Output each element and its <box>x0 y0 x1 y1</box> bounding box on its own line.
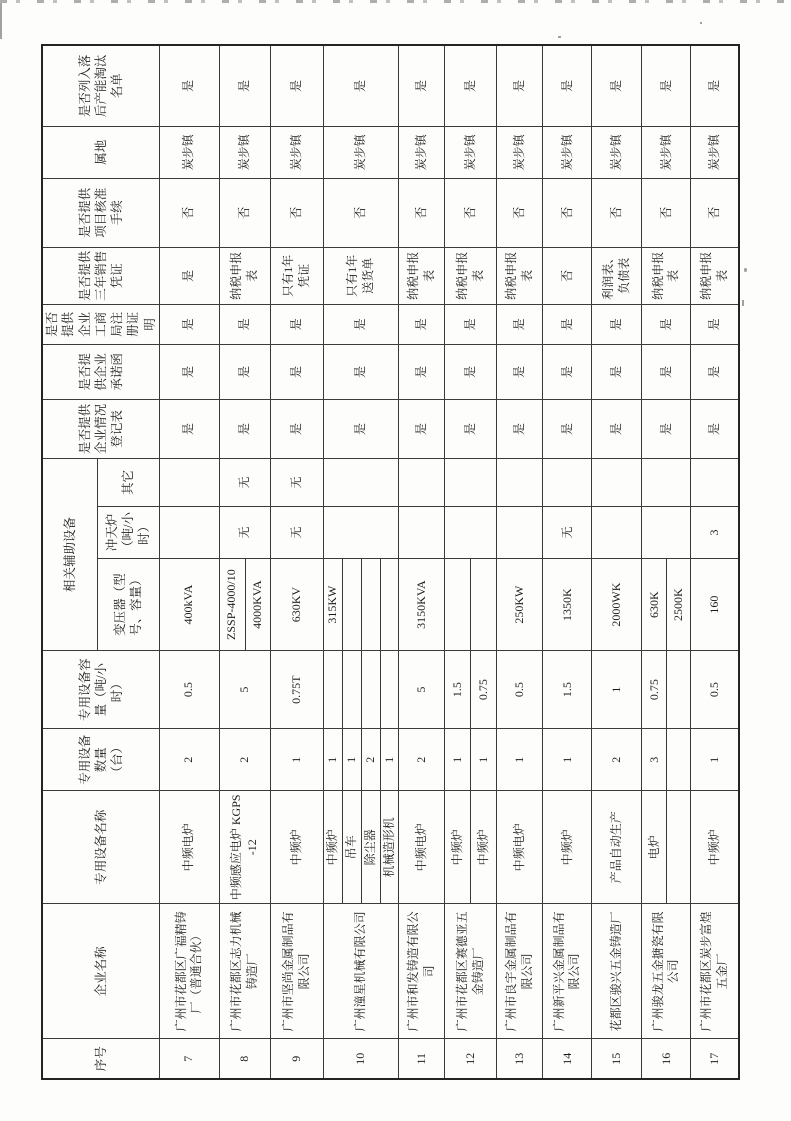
cell-device-name: 产品自动生产 <box>592 791 642 904</box>
cell-device-name: 中频电炉 <box>159 791 219 904</box>
cell-approval: 否 <box>543 178 592 247</box>
cell-elim: 是 <box>497 45 543 126</box>
cell-qty: 1 <box>270 729 323 791</box>
header-sales-proof: 是否提供三年销售凭证 <box>42 247 159 304</box>
cell-sales: 只有1年凭证 <box>270 247 323 304</box>
scan-artifact-speck <box>700 22 702 24</box>
cell-reg: 是 <box>592 399 642 458</box>
cell-cupola <box>399 507 445 559</box>
cell-reg: 是 <box>445 399 497 458</box>
cell-transformer: 2500K <box>667 559 691 651</box>
cell-qty: 2 <box>399 729 445 791</box>
cell-transformer <box>342 559 361 651</box>
cell-qty: 1 <box>691 729 739 791</box>
cell-qty: 1 <box>342 729 361 791</box>
table-row <box>399 45 445 1079</box>
cell-no: 15 <box>592 1039 642 1079</box>
cell-cupola <box>497 507 543 559</box>
cell-device-name: 中频炉 <box>691 791 739 904</box>
cell-device-name: 中频电炉 <box>399 791 445 904</box>
cell-cap: 0.75 <box>642 651 667 729</box>
cell-cupola <box>642 507 691 559</box>
cell-qty: 1 <box>471 729 497 791</box>
cell-town: 炭步镇 <box>399 126 445 178</box>
cell-other <box>642 458 691 506</box>
cell-qty: 2 <box>219 729 270 791</box>
cell-promise: 是 <box>691 344 739 399</box>
cell-company: 广州市良宇金属制品有限公司 <box>497 904 543 1039</box>
cell-sales: 利润表、负债表 <box>592 247 642 304</box>
cell-elim: 是 <box>323 45 399 126</box>
scan-artifact-dashes <box>0 0 791 3</box>
cell-no: 17 <box>691 1039 739 1079</box>
cell-device-name: 中频感应电炉 KGPS-12 <box>219 791 270 904</box>
scan-artifact-speck <box>742 300 744 306</box>
cell-reg: 是 <box>270 399 323 458</box>
cell-cap: 0.5 <box>159 651 219 729</box>
cell-license: 是 <box>543 304 592 344</box>
cell-town: 炭步镇 <box>592 126 642 178</box>
cell-qty: 1 <box>380 729 399 791</box>
cell-town: 炭步镇 <box>497 126 543 178</box>
cell-town: 炭步镇 <box>323 126 399 178</box>
header-promise-letter: 是否提供企业承诺函 <box>42 344 159 399</box>
cell-town: 炭步镇 <box>691 126 739 178</box>
header-aux-group: 相关辅助设备 <box>42 458 97 650</box>
cell-cupola <box>592 507 642 559</box>
cell-elim: 是 <box>592 45 642 126</box>
cell-other <box>592 458 642 506</box>
cell-qty: 1 <box>323 729 342 791</box>
cell-promise: 是 <box>323 344 399 399</box>
cell-town: 炭步镇 <box>445 126 497 178</box>
header-project-approval: 是否提供项目核准手续 <box>42 178 159 247</box>
cell-transformer: ZSSP-4000/10 <box>219 559 245 651</box>
cell-license: 是 <box>159 304 219 344</box>
cell-no: 16 <box>642 1039 691 1079</box>
cell-other: 无 <box>270 458 323 506</box>
cell-sales: 纳税申报表 <box>399 247 445 304</box>
cell-approval: 否 <box>497 178 543 247</box>
cell-qty: 2 <box>159 729 219 791</box>
cell-approval: 否 <box>270 178 323 247</box>
cell-device-name: 除尘器 <box>361 791 380 904</box>
enterprise-equipment-table <box>41 45 740 1080</box>
cell-license: 是 <box>399 304 445 344</box>
cell-promise: 是 <box>219 344 270 399</box>
cell-transformer: 400kVA <box>159 559 219 651</box>
cell-reg: 是 <box>219 399 270 458</box>
header-no: 序号 <box>42 1039 159 1079</box>
table-row <box>543 45 592 1079</box>
header-business-license: 是否提供企业工商局注册证明 <box>42 304 159 344</box>
cell-transformer: 315KW <box>323 559 342 651</box>
cell-no: 13 <box>497 1039 543 1079</box>
cell-elim: 是 <box>691 45 739 126</box>
cell-cupola <box>445 507 497 559</box>
cell-no: 10 <box>323 1039 399 1079</box>
cell-approval: 否 <box>219 178 270 247</box>
cell-cap: 0.5 <box>497 651 543 729</box>
table-row <box>445 45 471 1079</box>
cell-cupola: 无 <box>543 507 592 559</box>
cell-transformer <box>471 559 497 651</box>
cell-sales: 纳税申报表 <box>691 247 739 304</box>
header-cupola: 冲天炉（吨/小时） <box>97 507 159 559</box>
cell-cap: 1 <box>592 651 642 729</box>
table-row <box>270 45 323 1079</box>
cell-transformer <box>380 559 399 651</box>
cell-reg: 是 <box>497 399 543 458</box>
cell-license: 是 <box>691 304 739 344</box>
cell-sales: 只有1年送货单 <box>323 247 399 304</box>
cell-cap: 5 <box>219 651 270 729</box>
cell-transformer: 3150KVA <box>399 559 445 651</box>
cell-promise: 是 <box>543 344 592 399</box>
cell-qty: 1 <box>497 729 543 791</box>
cell-license: 是 <box>270 304 323 344</box>
cell-cap: 1.5 <box>543 651 592 729</box>
cell-cap: 0.75T <box>270 651 323 729</box>
cell-reg: 是 <box>642 399 691 458</box>
header-device-cap: 专用设备容量（吨/小时） <box>42 651 159 729</box>
cell-qty: 2 <box>361 729 380 791</box>
cell-town: 炭步镇 <box>270 126 323 178</box>
scan-artifact-speck <box>558 36 561 38</box>
cell-license: 是 <box>323 304 399 344</box>
cell-transformer: 160 <box>691 559 739 651</box>
cell-approval: 否 <box>323 178 399 247</box>
header-town: 属地 <box>42 126 159 178</box>
table-row <box>592 45 642 1079</box>
table-row <box>497 45 543 1079</box>
cell-no: 8 <box>219 1039 270 1079</box>
cell-device-name: 中频炉 <box>445 791 471 904</box>
cell-elim: 是 <box>642 45 691 126</box>
cell-town: 炭步镇 <box>159 126 219 178</box>
cell-sales: 纳税申报表 <box>445 247 497 304</box>
cell-device-name: 中频炉 <box>270 791 323 904</box>
header-row-1 <box>42 45 97 1079</box>
cell-company: 广州潼星机械有限公司 <box>323 904 399 1039</box>
cell-cap <box>380 651 399 729</box>
cell-qty: 3 <box>642 729 667 791</box>
cell-approval: 否 <box>159 178 219 247</box>
cell-company: 广州市坚尚金属制品有限公司 <box>270 904 323 1039</box>
cell-elim: 是 <box>399 45 445 126</box>
cell-no: 14 <box>543 1039 592 1079</box>
table-row <box>323 45 342 1079</box>
cell-company: 广州市花都区赛德亚五金铸造厂 <box>445 904 497 1039</box>
cell-cap <box>323 651 342 729</box>
cell-sales: 纳税申报表 <box>497 247 543 304</box>
cell-license: 是 <box>219 304 270 344</box>
cell-reg: 是 <box>691 399 739 458</box>
cell-sales: 纳税申报表 <box>219 247 270 304</box>
cell-promise: 是 <box>270 344 323 399</box>
table-row <box>691 45 739 1079</box>
cell-no: 9 <box>270 1039 323 1079</box>
cell-device-name: 电炉 <box>642 791 667 904</box>
cell-town: 炭步镇 <box>543 126 592 178</box>
header-aux-other: 其它 <box>97 458 159 506</box>
cell-company: 花都区骏兴五金铸造厂 <box>592 904 642 1039</box>
cell-company: 广州骏龙五金搪瓷有限公司 <box>642 904 691 1039</box>
cell-device-name: 机械造形机 <box>380 791 399 904</box>
cell-town: 炭步镇 <box>219 126 270 178</box>
cell-device-name: 吊车 <box>342 791 361 904</box>
cell-reg: 是 <box>543 399 592 458</box>
cell-sales: 是 <box>159 247 219 304</box>
header-eliminated-list: 是否列入落后产能淘汰名单 <box>42 45 159 126</box>
cell-approval: 否 <box>445 178 497 247</box>
table-row <box>642 45 667 1079</box>
cell-cupola: 无 <box>270 507 323 559</box>
cell-company: 广州市花都区广福精铸厂（普通合伙） <box>159 904 219 1039</box>
cell-cap <box>342 651 361 729</box>
cell-approval: 否 <box>592 178 642 247</box>
cell-town: 炭步镇 <box>642 126 691 178</box>
cell-promise: 是 <box>445 344 497 399</box>
cell-license: 是 <box>642 304 691 344</box>
cell-promise: 是 <box>399 344 445 399</box>
cell-device-name <box>667 791 691 904</box>
cell-promise: 是 <box>642 344 691 399</box>
cell-elim: 是 <box>543 45 592 126</box>
cell-cupola <box>159 507 219 559</box>
cell-device-name: 中频炉 <box>323 791 342 904</box>
cell-other: 无 <box>219 458 270 506</box>
cell-reg: 是 <box>399 399 445 458</box>
cell-transformer: 250KW <box>497 559 543 651</box>
cell-cupola: 3 <box>691 507 739 559</box>
cell-elim: 是 <box>270 45 323 126</box>
cell-reg: 是 <box>159 399 219 458</box>
cell-promise: 是 <box>497 344 543 399</box>
cell-cap: 5 <box>399 651 445 729</box>
cell-approval: 否 <box>642 178 691 247</box>
header-company: 企业名称 <box>42 904 159 1039</box>
cell-cap: 0.75 <box>471 651 497 729</box>
cell-cap <box>361 651 380 729</box>
cell-elim: 是 <box>219 45 270 126</box>
cell-company: 广州新平兴金属制品有限公司 <box>543 904 592 1039</box>
cell-other <box>497 458 543 506</box>
cell-cupola <box>323 507 399 559</box>
cell-qty: 2 <box>592 729 642 791</box>
header-transformer: 变压器（型号、容量） <box>97 559 159 651</box>
cell-device-name: 中频炉 <box>471 791 497 904</box>
cell-company: 广州市花都区炭步富煌五金厂 <box>691 904 739 1039</box>
scan-artifact-speck <box>744 268 747 272</box>
cell-no: 11 <box>399 1039 445 1079</box>
data-table <box>41 44 740 1080</box>
cell-elim: 是 <box>159 45 219 126</box>
table-row <box>219 45 245 1079</box>
cell-device-name: 中频电炉 <box>497 791 543 904</box>
cell-other <box>323 458 399 506</box>
header-device-qty: 专用设备数量（台） <box>42 729 159 791</box>
rotated-table-area <box>41 45 729 1080</box>
cell-sales: 否 <box>543 247 592 304</box>
cell-cap: 1.5 <box>445 651 471 729</box>
cell-company: 广州市和发铸造有限公司 <box>399 904 445 1039</box>
cell-transformer: 630KV <box>270 559 323 651</box>
cell-promise: 是 <box>159 344 219 399</box>
cell-cap <box>667 651 691 729</box>
header-device-name: 专用设备名称 <box>42 791 159 904</box>
cell-transformer: 630K <box>642 559 667 651</box>
cell-approval: 否 <box>399 178 445 247</box>
cell-other <box>543 458 592 506</box>
cell-transformer: 1350K <box>543 559 592 651</box>
cell-transformer <box>445 559 471 651</box>
cell-sales: 纳税申报表 <box>642 247 691 304</box>
cell-qty: 1 <box>445 729 471 791</box>
cell-qty: 1 <box>543 729 592 791</box>
cell-other <box>445 458 497 506</box>
cell-license: 是 <box>445 304 497 344</box>
cell-license: 是 <box>592 304 642 344</box>
cell-license: 是 <box>497 304 543 344</box>
cell-company: 广州市花都区志力机械铸造厂 <box>219 904 270 1039</box>
cell-transformer <box>361 559 380 651</box>
cell-no: 7 <box>159 1039 219 1079</box>
cell-qty <box>667 729 691 791</box>
cell-other <box>691 458 739 506</box>
cell-transformer: 4000KVA <box>245 559 270 651</box>
cell-cap: 0.5 <box>691 651 739 729</box>
cell-cupola: 无 <box>219 507 270 559</box>
cell-other <box>159 458 219 506</box>
cell-transformer: 2000WK <box>592 559 642 651</box>
header-reg-form: 是否提供企业情况登记表 <box>42 399 159 458</box>
cell-no: 12 <box>445 1039 497 1079</box>
cell-approval: 否 <box>691 178 739 247</box>
cell-other <box>399 458 445 506</box>
cell-elim: 是 <box>445 45 497 126</box>
scan-artifact-edge-mark <box>0 3 2 39</box>
cell-promise: 是 <box>592 344 642 399</box>
table-row <box>159 45 219 1079</box>
cell-device-name: 中频炉 <box>543 791 592 904</box>
cell-reg: 是 <box>323 399 399 458</box>
